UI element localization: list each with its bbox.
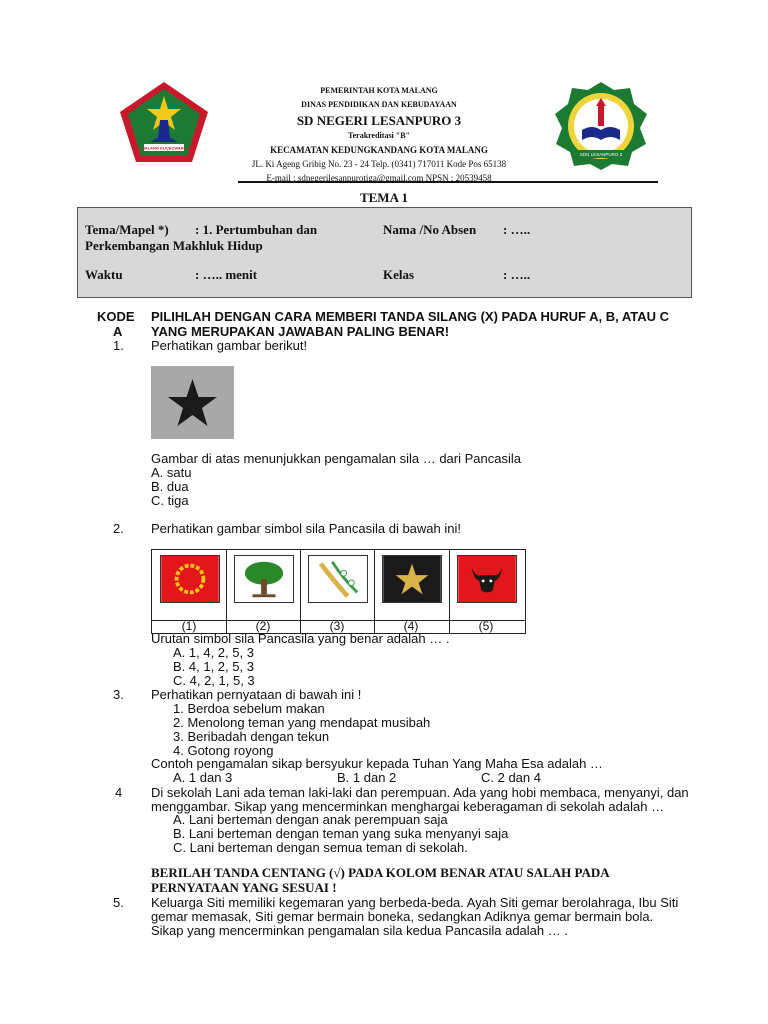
chain-icon [160, 555, 220, 603]
q3-item-1: 1. Berdoa sebelum makan [173, 701, 325, 716]
instruction-line-2: YANG MERUPAKAN JAWABAN PALING BENAR! [151, 324, 450, 339]
q3-text: Perhatikan pernyataan di bawah ini ! [151, 687, 362, 702]
gold-star-icon [382, 555, 442, 603]
q3-option-c[interactable]: C. 2 dan 4 [481, 770, 541, 785]
bull-head-icon [457, 555, 517, 603]
q2-question: Urutan simbol sila Pancasila yang benar adalah … . [151, 631, 450, 646]
q1-question: Gambar di atas menunjukkan pengamalan sila … dari Pancasila [151, 451, 521, 466]
q3-question: Contoh pengamalan sikap bersyukur kepada Tuhan Yang Maha Esa adalah … [151, 756, 603, 771]
q1-option-a[interactable]: A. satu [151, 465, 192, 480]
section-b-line-2: PERNYATAAN YANG SESUAI ! [151, 880, 337, 895]
q4-number: 4 [115, 785, 123, 800]
q5-number: 5. [113, 895, 124, 910]
kode-letter: A [113, 324, 123, 339]
mapel-label: Tema/Mapel *) [85, 222, 169, 237]
waktu-value[interactable]: : ….. menit [195, 267, 258, 282]
header-school: SD NEGERI LESANPURO 3 [296, 113, 462, 128]
q1-option-c[interactable]: C. tiga [151, 493, 189, 508]
tema-title: TEMA 1 [359, 190, 409, 205]
instruction-line-1: PILIHLAH DENGAN CARA MEMBERI TANDA SILANG (X) PADA HURUF A, B, ATAU C [151, 309, 670, 324]
header-accreditation: Terakreditasi "B" [348, 131, 410, 140]
symbol-label-1: (1) [181, 619, 197, 633]
symbol-label-4: (4) [403, 619, 419, 633]
header-contact: E-mail : sdnegerilesanpurotiga@gmail.com NPSN : 20539458 [266, 173, 492, 183]
q5-line-2: gemar memasak, Siti gemar bermain boneka, sedangkan Adiknya gemar bermain bola. [151, 909, 654, 924]
symbol-label-5: (5) [478, 619, 494, 633]
section-b-line-1: BERILAH TANDA CENTANG (√) PADA KOLOM BENAR ATAU SALAH PADA [151, 865, 610, 880]
q4-option-a[interactable]: A. Lani berteman dengan anak perempuan saja [173, 812, 448, 827]
nama-label: Nama /No Absen [383, 222, 477, 237]
q5-line-1: Keluarga Siti memiliki kegemaran yang berbeda-beda. Ayah Siti gemar berolahraga, Ibu Siti [151, 895, 679, 910]
left-logo-text: MALANG KUÇEÇWARA [141, 145, 187, 151]
q4-line-2: menggambar. Sikap yang mencerminkan menghargai keberagaman di sekolah adalah … [151, 799, 665, 814]
header-dept: DINAS PENDIDIKAN DAN KEBUDAYAAN [301, 100, 457, 109]
q3-item-2: 2. Menolong teman yang mendapat musibah [173, 715, 431, 730]
banyan-tree-icon [234, 555, 294, 603]
symbol-label-2: (2) [255, 619, 271, 633]
student-info-box [77, 207, 692, 298]
q4-option-c[interactable]: C. Lani berteman dengan semua teman di sekolah. [173, 840, 468, 855]
header-divider [238, 181, 658, 183]
mapel-value-2: Perkembangan Makhluk Hidup [85, 238, 263, 253]
q2-option-b[interactable]: B. 4, 1, 2, 5, 3 [173, 659, 254, 674]
q3-item-4: 4. Gotong royong [173, 743, 274, 758]
q1-text: Perhatikan gambar berikut! [151, 338, 308, 353]
nama-value[interactable]: : ….. [503, 222, 531, 237]
q2-option-c[interactable]: C. 4, 2, 1, 5, 3 [173, 673, 255, 688]
school-logo [552, 80, 650, 170]
symbol-label-3: (3) [329, 619, 345, 633]
mapel-value-1: : 1. Pertumbuhan dan [195, 222, 318, 237]
q4-line-1: Di sekolah Lani ada teman laki-laki dan perempuan. Ada yang hobi membaca, menyanyi, dan [151, 785, 689, 800]
q2-option-a[interactable]: A. 1, 4, 2, 5, 3 [173, 645, 254, 660]
kelas-label: Kelas [383, 267, 415, 282]
q3-number: 3. [113, 687, 124, 702]
letterhead [236, 84, 522, 185]
header-gov: PEMERINTAH KOTA MALANG [320, 86, 438, 95]
kode-label: KODE [97, 309, 135, 324]
malang-city-logo [118, 80, 210, 164]
header-district: KECAMATAN KEDUNGKANDANG KOTA MALANG [270, 145, 488, 155]
q1-option-b[interactable]: B. dua [151, 479, 189, 494]
right-logo-text: SDN LESANPURO 3 [579, 152, 623, 157]
q1-number: 1. [113, 338, 124, 353]
pancasila-symbol-table [151, 549, 526, 634]
q3-item-3: 3. Beribadah dengan tekun [173, 729, 330, 744]
rice-cotton-icon [308, 555, 368, 603]
q2-number: 2. [113, 521, 124, 536]
header-address: JL. Ki Ageng Gribig No. 23 - 24 Telp. (0341) 717011 Kode Pos 65138 [251, 159, 507, 169]
kelas-value[interactable]: : ….. [503, 267, 531, 282]
q4-option-b[interactable]: B. Lani berteman dengan teman yang suka menyanyi saja [173, 826, 509, 841]
q3-option-b[interactable]: B. 1 dan 2 [337, 770, 397, 785]
q1-star-image [151, 366, 234, 439]
waktu-label: Waktu [85, 267, 123, 282]
q3-option-a[interactable]: A. 1 dan 3 [173, 770, 233, 785]
q5-line-3: Sikap yang mencerminkan pengamalan sila kedua Pancasila adalah … . [151, 923, 568, 938]
q2-text: Perhatikan gambar simbol sila Pancasila di bawah ini! [151, 521, 461, 536]
